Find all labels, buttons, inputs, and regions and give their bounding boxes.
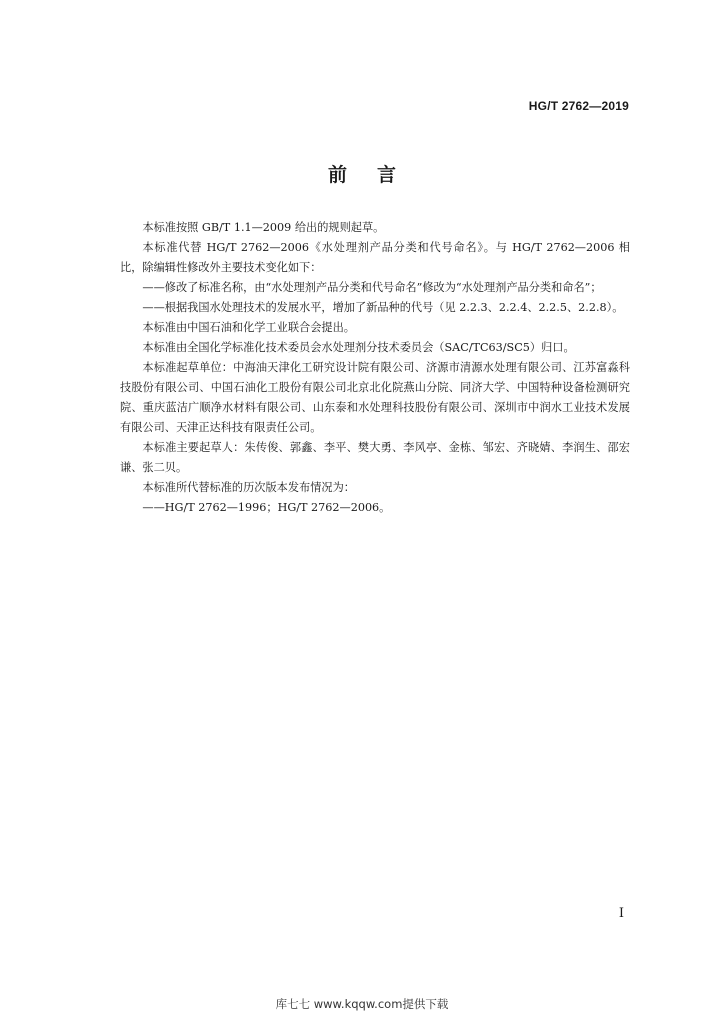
paragraph-drafting-rules: 本标准按照 GB/T 1.1—2009 给出的规则起草。 — [142, 221, 385, 234]
paragraph-replacement: 本标准代替 HG/T 2762—2006《水处理剂产品分类和代号命名》。与 HG/T 2762—2006 相比，除编辑性修改外主要技术变化如下： — [120, 241, 630, 274]
paragraph-drafting-units: 本标准起草单位：中海油天津化工研究设计院有限公司、济源市清源水处理有限公司、江苏富淼科技股份有限公司、中国石油化工股份有限公司北京北化院燕山分院、同济大学、中国特种设备检测研究院、重庆蓝洁广顺净水材料有限公司、山东泰和水处理科技股份有限公司、深圳市中润水工业技术发展有限公司、天津正达科技有限责任公司。 — [120, 361, 630, 434]
page-number: I — [618, 906, 624, 921]
download-watermark: 库七七 www.kqqw.com提供下载 — [275, 997, 449, 1011]
paragraph-under-jurisdiction: 本标准由全国化学标准化技术委员会水处理剂分技术委员会（SAC/TC63/SC5）归口。 — [142, 341, 575, 354]
page-title: 前言 — [327, 164, 426, 186]
change-item-title: ——修改了标准名称，由“水处理剂产品分类和代号命名”修改为“水处理剂产品分类和命名”； — [142, 281, 602, 294]
paragraph-history-intro: 本标准所代替标准的历次版本发布情况为： — [142, 481, 355, 494]
change-item-codes: ——根据我国水处理技术的发展水平，增加了新品种的代号（见 2.2.3、2.2.4、2.2.5、2.2.8）。 — [142, 301, 624, 314]
history-item: ——HG/T 2762—1996；HG/T 2762—2006。 — [142, 501, 391, 514]
standard-code: HG/T 2762—2019 — [528, 99, 629, 113]
paragraph-drafters: 本标准主要起草人：朱传俊、郭鑫、李平、樊大勇、李风亭、金栋、邹宏、齐晓婧、李润生、邵宏谦、张二贝。 — [120, 441, 630, 474]
paragraph-proposed-by: 本标准由中国石油和化学工业联合会提出。 — [142, 321, 355, 334]
foreword-body — [120, 218, 630, 518]
